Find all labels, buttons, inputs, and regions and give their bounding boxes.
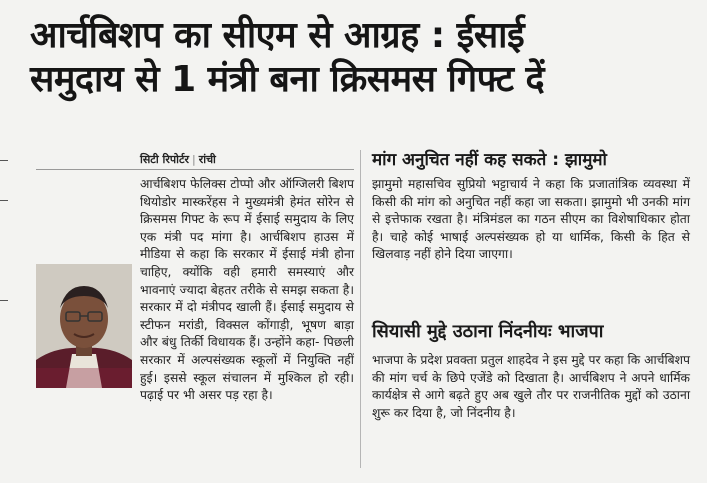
byline-rule bbox=[36, 169, 354, 170]
page-edge-marks bbox=[0, 0, 14, 483]
archbishop-photo bbox=[36, 264, 132, 388]
subheading-bjp: सियासी मुद्दे उठाना निंदनीयः भाजपा bbox=[372, 321, 604, 342]
byline-city: रांची bbox=[198, 153, 216, 166]
headline-line-1: आर्चबिशप का सीएम से आग्रह : ईसाई bbox=[30, 15, 525, 56]
subheading-jmm: मांग अनुचित नहीं कह सकते : झामुमो bbox=[372, 150, 607, 170]
headline bbox=[30, 14, 700, 102]
byline-reporter: सिटी रिपोर्टर bbox=[140, 153, 189, 166]
left-article bbox=[36, 176, 354, 405]
archbishop-portrait-image bbox=[36, 264, 132, 388]
jmm-article-body: झामुमो महासचिव सुप्रियो भट्टाचार्य ने कहा कि प्रजातांत्रिक व्यवस्था में किसी की मांग को अनुचित नहीं कहा जा सकता। झामुमो भी उनकी मांग से इत्तेफाक रखता है। मंत्रिमंडल का गठन सीएम का विशेषाधिकार होता है। चाहे कोई भाषाई अल्पसंख्यक हो या धार्मिक, किसी के हित से खिलवाड़ नहीं होने दिया जाएगा। bbox=[372, 177, 690, 262]
byline-separator: | bbox=[192, 153, 196, 166]
bjp-article-body: भाजपा के प्रदेश प्रवक्ता प्रतुल शाहदेव ने इस मुद्दे पर कहा कि आर्चबिशप की मांग चर्च के छिपे एजेंडे को दिखाता है। आर्चबिशप ने अपने धार्मिक कार्यक्षेत्र से आगे बढ़ते हुए अब खुले तौर पर राजनीतिक मुद्दों को उठाना शुरू कर दिया है, जो निंदनीय है। bbox=[372, 353, 690, 420]
byline bbox=[140, 152, 350, 167]
left-article-body: आर्चबिशप फेलिक्स टोप्पो और ऑग्जिलरी बिशप थियोडोर मास्करेंहस ने मुख्यमंत्री हेमंत सोरेन से क्रिसमस गिफ्ट के रूप में ईसाई समुदाय के लिए एक मंत्री पद मांगा है। आर्चबिशप हाउस में मीडिया से कहा कि सरकार में ईसाई मंत्री होना चाहिए, क्योंकि वही हमारी समस्याएं और भावनाएं ज्यादा बेहतर तरीके से समझ सकता है। सरकार में दो मंत्रीपद खाली हैं। ईसाई समुदाय से स्टीफन मरांडी, विक्सल कोंगाड़ी, भूषण बाड़ा और बंधु तिर्की विधायक हैं। उन्होंने कहा- पिछली सरकार में अल्पसंख्यक स्कूलों में नियुक्ति नहीं हुई। इससे स्कूल संचालन में मुश्किल हो रही। पढ़ाई पर भी असर पड़ रहा है। bbox=[140, 177, 354, 403]
column-divider bbox=[360, 150, 361, 468]
headline-line-2: समुदाय से 1 मंत्री बना क्रिसमस गिफ्ट दें bbox=[30, 59, 545, 100]
